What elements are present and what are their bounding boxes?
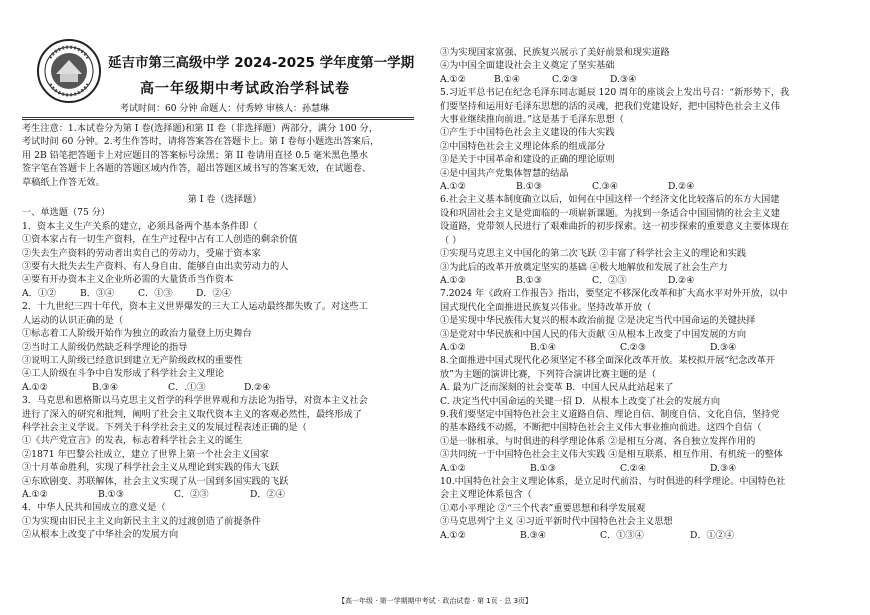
question-line: ④工人阶级在斗争中自发形成了科学社会主义理论 xyxy=(22,368,225,380)
option: D．②④ xyxy=(196,287,231,299)
question-line: ②当时工人阶级仍然缺乏科学理论的指导 xyxy=(22,341,188,353)
question-line: 7.2024 年《政府工作报告》指出，要坚定不移深化改革和扩大高水平对外开放，以中 xyxy=(440,288,788,300)
question-line: 的基本路线不动摇，不断把中国特色社会主义伟大事业推向前进。这四个自信（ xyxy=(440,422,762,434)
question-line: ③为此后的改革开放奠定坚实的基础 ④极大地解放和发展了社会生产力 xyxy=(440,261,728,273)
option: D.③④ xyxy=(710,341,737,353)
notice-line: 用 2B 铅笔把答题卡上对应题目的答案标号涂黑；第 II 卷请用直径 0.5 毫米黑色墨水 xyxy=(22,149,368,161)
question-line: ③是党对中华民族和中国人民的伟大贡献 ④从根本上改变了中国发展的方向 xyxy=(440,328,747,340)
answer-options xyxy=(440,274,860,287)
question-line: ③为实现国家富强、民族复兴展示了美好前景和现实道路 xyxy=(440,47,670,58)
question-line: ①是实现中华民族伟大复兴的根本政治前提 ②是决定当代中国命运的关键抉择 xyxy=(440,315,756,327)
exam-info: 考试时间：60 分钟 命题人：付秀婷 审核人：孙慧琳 xyxy=(120,104,330,114)
question-line: ③说明工人阶级已经意识到建立无产阶级政权的重要性 xyxy=(22,354,243,366)
question-line: ①实现马克思主义中国化的第二次飞跃 ②丰富了科学社会主义的理论和实践 xyxy=(440,248,747,260)
option: B.①③ xyxy=(530,462,557,474)
question-line: 国式现代化全面推进民族复兴伟业。坚持改革开放（ xyxy=(440,301,652,313)
option: A.①② xyxy=(22,488,49,500)
option: C．①③ xyxy=(138,287,173,299)
exam-title-line1: 延吉市第三高级中学 2024-2025 学年度第一学期 xyxy=(108,55,415,71)
option: B.①④ xyxy=(494,73,521,85)
header-rule xyxy=(22,117,414,118)
option: A.①② xyxy=(22,381,49,393)
section-subtitle: 一、单选题（75 分） xyxy=(22,207,111,219)
answer-options xyxy=(22,381,427,394)
option: D.②④ xyxy=(668,274,695,286)
question-line: ①邓小平理论 ②“三个代表”重要思想和科学发展观 xyxy=(440,502,646,514)
option: C．.①③ xyxy=(168,381,206,393)
option: D.②④ xyxy=(668,181,695,193)
answer-options xyxy=(440,73,860,86)
question-line: A. 最为广泛而深刻的社会变革 B．中国人民从此站起来了 xyxy=(440,382,674,394)
question-line: ①资本家占有一切生产资料，在生产过程中占有工人创造的剩余价值 xyxy=(22,234,298,246)
option: C．②③ xyxy=(174,488,209,500)
option: A.①② xyxy=(440,529,467,541)
header-rule-2 xyxy=(22,119,414,120)
option: A.①② xyxy=(440,462,467,474)
option: A.①② xyxy=(440,274,467,286)
option: B．③④ xyxy=(80,287,115,299)
answer-options xyxy=(440,529,860,542)
option: B.①④ xyxy=(530,341,557,353)
question-line: ③十月革命胜利，实现了科学社会主义从理论到实践的伟大飞跃 xyxy=(22,462,280,474)
option: C.②③ xyxy=(552,73,579,85)
question-line: ③共同统一于中国特色社会主义伟大实践 ④是相互联系、相互作用、有机统一的整体 xyxy=(440,449,783,461)
question-line: ①标志着工人阶级开始作为独立的政治力量登上历史舞台 xyxy=(22,328,252,340)
question-line: ①《共产党宣言》的发表，标志着科学社会主义的诞生 xyxy=(22,435,243,447)
option: B.①③ xyxy=(516,274,543,286)
question-line: 8.全面推进中国式现代化必须坚定不移全面深化改革开放。某校拟开展“纪念改革开 xyxy=(440,355,776,367)
question-line: C. 决定当代中国命运的关键一招 D．从根本上改变了社会的发展方向 xyxy=(440,395,721,407)
left-column xyxy=(22,122,427,542)
question-line: ③马克思列宁主义 ④习近平新时代中国特色社会主义思想 xyxy=(440,516,673,528)
question-line: 设道路，党带领人民进行了艰难曲折的初步探索。这一初步探索的重要意义主要体现在 xyxy=(440,221,790,233)
question-line: ④东欧剧变、苏联解体，社会主义实现了从一国到多国实践的飞跃 xyxy=(22,475,289,487)
question-line: ③是关于中国革命和建设的正确的理论原则 xyxy=(440,154,615,166)
option: D.③④ xyxy=(710,462,737,474)
option: B.③④ xyxy=(520,529,547,541)
question-line: ②失去生产资料的劳动者出卖自己的劳动力，受雇于资本家 xyxy=(22,247,261,259)
question-line: ①是一脉相承、与时俱进的科学理论体系 ②是相互分离、各自独立发挥作用的 xyxy=(440,435,756,447)
question-line: 会主义理论体系包含（ xyxy=(440,489,532,501)
question-line: （ ） xyxy=(440,234,462,246)
answer-options xyxy=(440,462,860,475)
option: A．①② xyxy=(22,287,57,299)
option: C．②③ xyxy=(592,274,627,286)
exam-title-line2: 高一年级期中考试政治学科试卷 xyxy=(140,81,350,97)
answer-options xyxy=(22,488,427,501)
answer-options xyxy=(440,341,860,354)
school-seal-logo xyxy=(36,38,102,104)
notice-line: 考生注意：1.本试卷分为第 I 卷(选择题)和第 II 卷（非选择题）两部分，满分 100 分， xyxy=(22,123,378,134)
notice-line: 考试时间 60 分钟。2.考生作答时，请将答案答在答题卡上。第 I 卷每小题选出答案后， xyxy=(22,136,380,148)
question-line: 人运动的认识正确的是（ xyxy=(22,314,124,326)
option: A.①② xyxy=(440,341,467,353)
option: D．②④ xyxy=(250,488,285,500)
question-line: ①为实现由旧民主主义向新民主主义的过渡创造了前提条件 xyxy=(22,515,261,527)
option: A.①② xyxy=(440,181,467,193)
question-line: 们要坚持和运用好毛泽东思想的活的灵魂，把我们党建设好，把中国特色社会主义伟 xyxy=(440,100,780,112)
question-line: ④为中国全面建设社会主义奠定了坚实基础 xyxy=(440,60,615,72)
question-line: 1．资本主义生产关系的建立，必须具备两个基本条件即（ xyxy=(22,220,258,232)
question-line: 3．马克思和恩格斯以马克思主义哲学的科学世界观和方法论为指导，对资本主义社会 xyxy=(22,395,368,407)
question-line: ③要有大批失去生产资料、有人身自由、能够自由出卖劳动力的人 xyxy=(22,261,289,273)
right-column xyxy=(440,46,860,542)
page-footer: 【高一年级 · 第一学期期中考试 · 政治试卷 · 第 1页 · 总 3页】 xyxy=(337,597,533,605)
question-line: 4．中华人民共和国成立的意义是（ xyxy=(22,502,166,514)
question-line: 放”为主题的演讲比赛，下列符合演讲比赛主题的是（ xyxy=(440,368,657,380)
answer-options xyxy=(440,180,860,193)
option: B.①③ xyxy=(516,181,543,193)
option: C．①③④ xyxy=(600,529,644,541)
option: C.③④ xyxy=(592,181,619,193)
question-line: 进行了深入的研究和批判，阐明了社会主义取代资本主义的客观必然性，最终形成了 xyxy=(22,408,362,420)
question-line: 科学社会主义学说。下列关于科学社会主义的发展过程表述正确的是（ xyxy=(22,421,307,433)
option: D．①②④ xyxy=(690,529,735,541)
question-line: ②1871 年巴黎公社成立，建立了世界上第一个社会主义国家 xyxy=(22,448,269,460)
option: B.①③ xyxy=(98,488,125,500)
section-title: 第 I 卷（选择题） xyxy=(187,194,262,206)
option: B.③④ xyxy=(92,381,119,393)
question-line: ④是中国共产党集体智慧的结晶 xyxy=(440,167,569,179)
answer-options xyxy=(22,287,427,300)
question-line: 10.中国特色社会主义理论体系，是立足时代前沿、与时俱进的科学理论。中国特色社 xyxy=(440,476,786,487)
option: D.③④ xyxy=(610,73,637,85)
question-line: 大事业继续推向前进。”这是基于毛泽东思想（ xyxy=(440,114,624,126)
option: D.②④ xyxy=(244,381,271,393)
question-line: ④要有开办资本主义企业所必需的大量货币当作资本 xyxy=(22,274,234,286)
question-line: 9.我们要坚定中国特色社会主义道路自信、理论自信、制度自信、文化自信，坚持党 xyxy=(440,408,780,420)
question-line: ②中国特色社会主义理论体系的组成部分 xyxy=(440,140,606,152)
option: C.②④ xyxy=(620,462,647,474)
option: C.②③ xyxy=(620,341,647,353)
question-line: 5.习近平总书记在纪念毛泽东同志诞辰 120 周年的座谈会上发出号召：“新形势下，我 xyxy=(440,87,790,99)
question-line: 6.社会主义基本制度确立以后，如何在中国这样一个经济文化比较落后的东方大国建 xyxy=(440,194,780,206)
question-line: 2．十九世纪三四十年代，资本主义世界爆发的三大工人运动最终都失败了。对这些工 xyxy=(22,301,368,313)
question-line: ①产生于中国特色社会主义建设的伟大实践 xyxy=(440,127,615,139)
notice-line: 草稿纸上作答无效。 xyxy=(22,176,105,188)
question-line: 设和巩固社会主义是党面临的一项崭新课题。为找到一条适合中国国情的社会主义建 xyxy=(440,207,780,219)
question-line: ②从根本上改变了中华社会的发展方向 xyxy=(22,529,179,541)
notice-line: 签字笔在答题卡上各题的答题区域内作答，超出答题区域书写的答案无效，在试题卷、 xyxy=(22,163,372,175)
option: A.①② xyxy=(440,73,467,85)
